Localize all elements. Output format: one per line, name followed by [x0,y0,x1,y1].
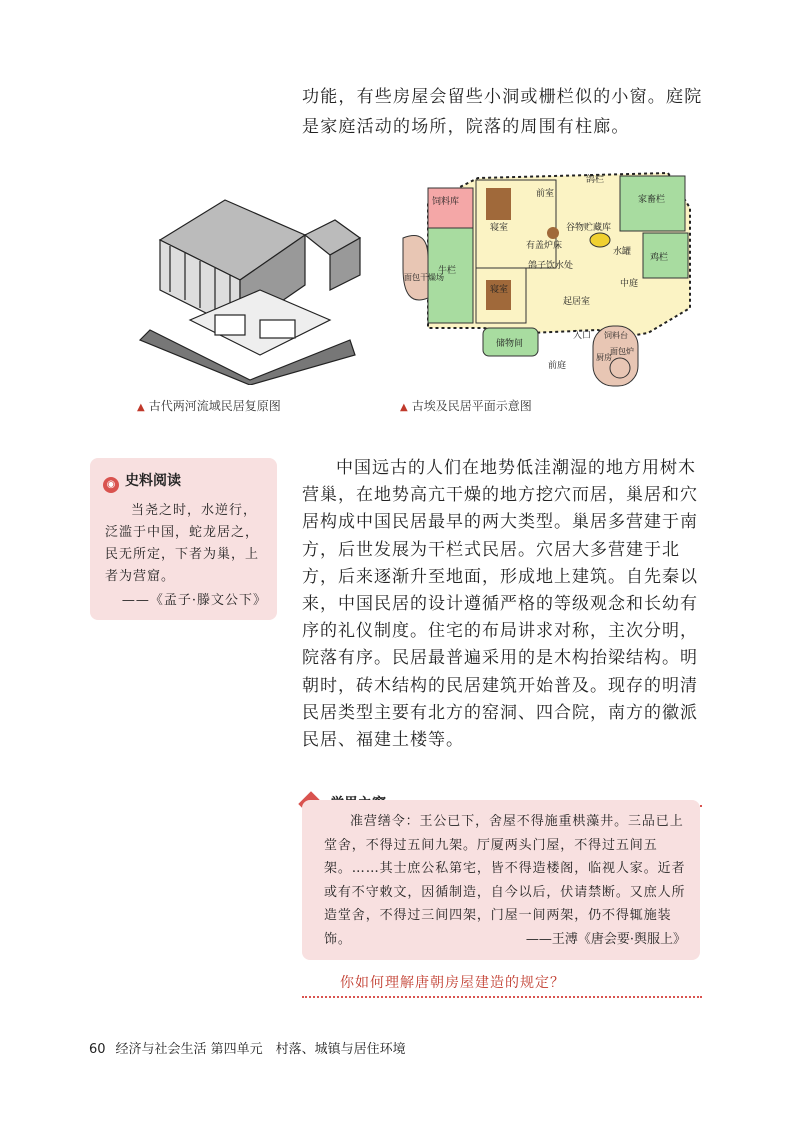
plan-label-kitchen: 厨房 [596,353,612,362]
footer-text: 经济与社会生活 第四单元 村落、城镇与居住环境 [115,1042,406,1057]
historical-reading-quote: 当尧之时，水逆行，泛滥于中国，蛇龙居之，民无所定，下者为巢，上者为营窟。 [105,503,260,584]
plan-label-chicken: 鸡栏 [650,253,669,263]
xuesi-question: 你如何理解唐朝房屋建造的规定？ [340,975,565,991]
plan-label-cowshed: 牛栏 [438,266,457,276]
triangle-icon: ▲ [137,402,145,413]
historical-reading-title [103,470,181,493]
plan-label-trough: 饲料台 [604,331,628,340]
plan-label-courtyard: 中庭 [620,279,639,289]
main-paragraph: 中国远古的人们在地势低洼潮湿的地方用树木营巢，在地势高亢干燥的地方挖穴而居，巢居和穴居构成中国民居最早的两大类型。巢居多营建于南方，后世发展为干栏式民居。穴居大多营建于北方，后来逐渐升至地面，形成地上建筑。自先秦以来，中国民居的设计遵循严格的等级观念和长幼有序的礼仪制度。住宅的布局讲求对称，主次分明，院落有序。民居最普遍采用的是木构抬梁结构。明朝时，砖木结构的民居建筑开始普及。现存的明清民居类型主要有北方的窑洞、四合院，南方的徽派民居、福建土楼等。 [302,458,698,751]
egyptian-house-plan [398,168,698,390]
intro-paragraph: 功能，有些房屋会留些小洞或栅栏似的小窗。庭院是家庭活动的场所，院落的周围有柱廊。 [302,87,703,137]
plan-label-pigeon: 鸽栏 [586,175,605,185]
figure-caption-left [137,397,281,414]
plan-label-livestock: 家畜栏 [638,195,666,205]
historical-reading-box [90,458,277,620]
plan-label-front-room: 前室 [536,189,555,199]
plan-label-water-jar: 水罐 [613,247,632,257]
figure-caption-left-text: 古代两河流域民居复原图 [148,399,281,413]
mesopotamian-house-illustration [130,180,365,385]
dotted-divider-bottom [302,996,702,998]
triangle-icon: ▲ [400,402,408,413]
plan-label-entrance: 入口 [573,331,592,341]
plan-label-bread: 面包干燥场 [404,273,444,282]
plan-label-front-yard: 前庭 [548,361,567,371]
xuesi-quote-source: ——王溥《唐会要·舆服上》 [525,932,686,947]
page-footer [89,1038,406,1057]
historical-reading-source: ——《孟子·滕文公下》 [121,593,267,608]
plan-label-stove: 有盖炉床 [526,241,563,251]
historical-reading-title-text: 史料阅读 [125,473,181,489]
plan-label-living-room: 起居室 [563,297,591,307]
page-number: 60 [89,1042,106,1057]
plan-label-bedroom2: 寝室 [490,285,509,295]
xuesi-quote-text: 准营缮令：王公已下，舍屋不得施重栱藻井。三品已上堂舍，不得过五间九架。厅厦两头门屋，不得过五间五架。……其士庶公私第宅，皆不得造楼阁，临视人家。近者或有不守敕文，因循制造，自今以后，伏请禁断。又庶人所造堂舍，不得过三间四架，门屋一间两架，仍不得辄施装饰。 [324,814,686,947]
xuesi-quote-box [302,800,700,960]
plan-label-oven: 面包炉 [610,347,634,356]
figure-caption-right-text: 古埃及民居平面示意图 [411,399,532,413]
figure-caption-right [400,397,532,414]
plan-label-granary: 谷物贮藏库 [566,223,612,233]
plan-label-pigeon-water: 鸽子饮水处 [528,261,574,271]
historical-reading-body [105,500,267,612]
book-icon: ◉ [103,477,119,493]
plan-label-bedroom1: 寝室 [490,223,509,233]
plan-label-fodder: 饲料库 [432,197,460,207]
plan-label-storage: 储物间 [496,339,524,349]
